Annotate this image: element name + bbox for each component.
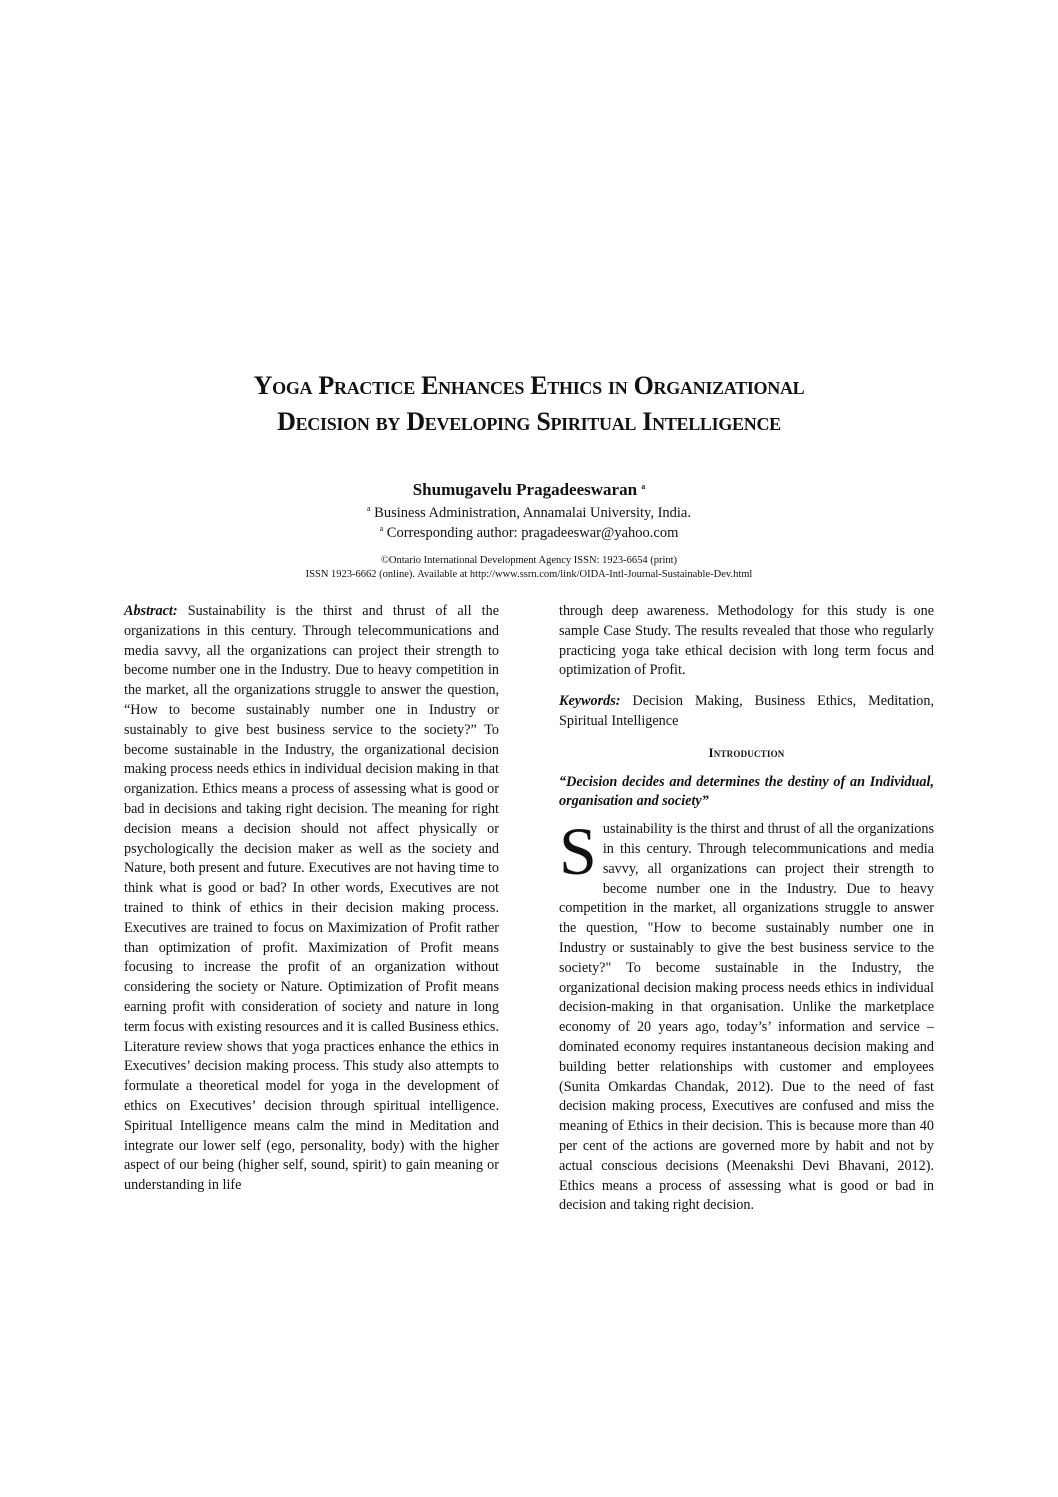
corresponding-superscript: a xyxy=(379,524,384,533)
introduction-heading: Introduction xyxy=(708,744,785,760)
title-line-1: Yoga Practice Enhances Ethics in Organizational xyxy=(253,371,805,400)
author-name-text: Shumugavelu Pragadeeswaran xyxy=(412,480,638,499)
copyright-line-1: ©Ontario International Development Agency ISSN: 1923-6654 (print) xyxy=(380,555,678,566)
left-column xyxy=(124,602,499,1196)
keywords-label: Keywords: xyxy=(559,693,621,710)
abstract-paragraph xyxy=(124,602,499,1196)
abstract-continuation: through deep awareness. Methodology for this study is one sample Case Study. The results revealed that those who regularly practicing yoga take ethical decision with long term focus and optimization of Profit. xyxy=(559,603,934,679)
introduction-quote: “Decision decides and determines the destiny of an Individual, organisation and society” xyxy=(559,773,934,810)
introduction-paragraph xyxy=(559,813,934,1216)
keywords-paragraph xyxy=(559,692,934,732)
affiliation-text: Business Administration, Annamalai University, India. xyxy=(374,505,691,521)
drop-cap: S xyxy=(559,813,597,890)
corresponding-author xyxy=(0,519,1058,543)
introduction-text: ustainability is the thirst and thrust of all the organizations in this century. Through telecommunications and media savvy, all organizations can project their strength to become number one in the Industry. Due to heavy competition in the market, all organizations struggle to answer the question, "How to become sustainably number one in Industry or sustainably to give the best business service to the society?" To become sustainable in the Industry, the organizational decision making process needs ethics in individual decision-making in that organisation. Unlike the marketplace economy of 20 years ago, today’s’ information and service –dominated economy requires instantaneous decision making and building better relationships with customer and employees (Sunita Omkardas Chandak, 2012). Due to the need of fast decision making process, Executives are confused and miss the meaning of Ethics in their decision. This is because more than 40 per cent of the actions are governed more by habit and not by actual conscious decisions (Meenakshi Devi Bhavani, 2012). Ethics means a process of assessing what is good or bad in decision and taking right decision. xyxy=(559,821,934,1214)
corresponding-author-text: Corresponding author: pragadeeswar@yahoo.com xyxy=(386,525,679,541)
copyright-line-2: ISSN 1923-6662 (online). Available at http://www.ssrn.com/link/OIDA-Intl-Journal-Sustainable-Dev.html xyxy=(305,569,753,580)
right-column xyxy=(559,602,934,1216)
abstract-text: Sustainability is the thirst and thrust of all the organizations in this century. Through telecommunications and media savvy, all the organizations can project their strength to become number one in the Industry. Due to heavy competition in the market, all the organizations struggle to answer the question, “How to become sustainably number one in Industry or sustainably to give best business service to the society?” To become sustainable in the Industry, the organizational decision making process needs ethics in individual decision making in that organization. Ethics means a process of assessing what is good or bad in decisions and taking right decision. The meaning for right decision means a decision should not affect physically or psychologically the decision maker as well as the society and Nature, both present and future. Executives are not having time to think what is good or bad? In other words, Executives are not trained to think of ethics in their decision making process. Executives are trained to focus on Maximization of Profit rather than optimization of profit. Maximization of Profit means focusing to increase the profit of an organization without considering the society or Nature. Optimization of Profit means earning profit with consideration of society and nature in long term focus with existing resources and it is called Business ethics. Literature review shows that yoga practices enhance the ethics in Executives’ decision making process. This study also attempts to formulate a theoretical model for yoga in the development of ethics on Executives’ decision through spiritual intelligence. Spiritual Intelligence means calm the mind in Meditation and integrate our lower self (ego, personality, body) with the higher aspect of our being (higher self, sound, spirit) to gain meaning or understanding in life xyxy=(124,603,499,1194)
affiliation-superscript: a xyxy=(366,504,371,513)
paper-title xyxy=(100,368,958,440)
keywords-text: Decision Making, Business Ethics, Meditation, Spiritual Intelligence xyxy=(559,693,934,729)
author-name xyxy=(0,476,1058,501)
title-line-2: Decision by Developing Spiritual Intelligence xyxy=(277,407,781,436)
author-superscript: a xyxy=(641,482,646,491)
abstract-label: Abstract: xyxy=(124,603,178,619)
